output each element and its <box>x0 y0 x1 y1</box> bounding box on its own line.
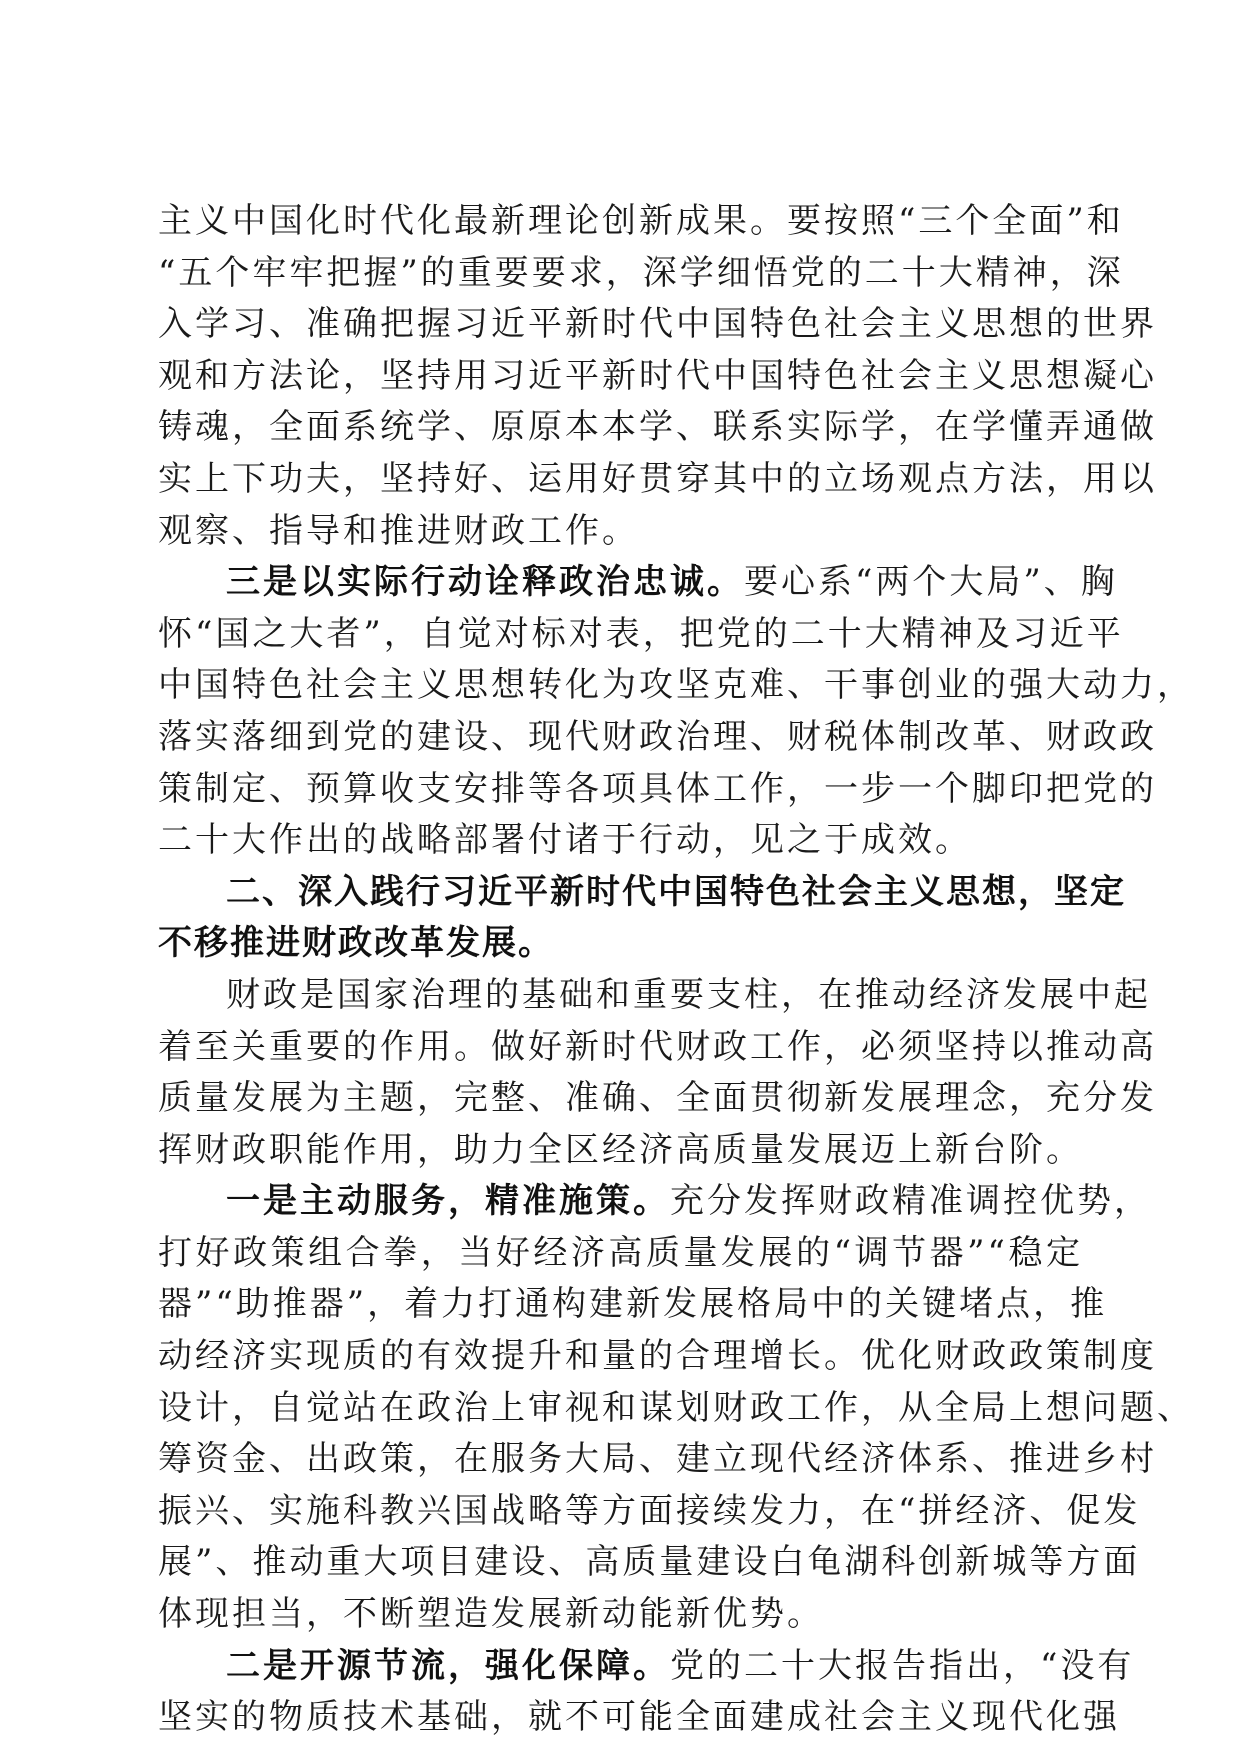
subheading-rest: 党的二十大报告指出，“没有 <box>670 1645 1135 1686</box>
subheading-rest: 充分发挥财政精准调控优势， <box>670 1181 1151 1222</box>
subheading-rest: 要心系“两个大局”、胸 <box>744 562 1118 603</box>
text-line: 挥财政职能作用，助力全区经济高质量发展迈上新台阶。 <box>158 1129 1083 1170</box>
subheading-bold: 二是开源节流，强化保障。 <box>226 1645 670 1686</box>
text-line: 落实落细到党的建设、现代财政治理、财税体制改革、财政政 <box>158 716 1157 757</box>
text-line: 铸魂，全面系统学、原原本本学、联系实际学，在学懂弄通做 <box>158 407 1157 448</box>
text-line: 二十大作出的战略部署付诸于行动，见之于成效。 <box>158 820 972 861</box>
text-line: 设计，自觉站在政治上审视和谋划财政工作，从全局上想问题、 <box>158 1387 1194 1428</box>
text-line: 质量发展为主题，完整、准确、全面贯彻新发展理念，充分发 <box>158 1078 1157 1119</box>
text-line: 坚实的物质技术基础，就不可能全面建成社会主义现代化强 <box>158 1697 1120 1738</box>
section-heading: 二、深入践行习近平新时代中国特色社会主义思想，坚定 <box>226 871 1126 912</box>
text-line: 体现担当，不断塑造发展新动能新优势。 <box>158 1594 824 1635</box>
document-page <box>158 196 1194 1744</box>
text-line: 入学习、准确把握习近平新时代中国特色社会主义思想的世界 <box>158 304 1157 345</box>
subheading-bold: 一是主动服务，精准施策。 <box>226 1181 670 1222</box>
text-line: 财政是国家治理的基础和重要支柱，在推动经济发展中起 <box>226 974 1151 1015</box>
text-line: 打好政策组合拳，当好经济高质量发展的“调节器”“稳定 <box>158 1232 1083 1273</box>
section-heading: 不移推进财政改革发展。 <box>158 923 554 964</box>
text-line: 中国特色社会主义思想转化为攻坚克难、干事创业的强大动力， <box>158 665 1194 706</box>
text-line: 筹资金、出政策，在服务大局、建立现代经济体系、推进乡村 <box>158 1439 1157 1480</box>
text-line: 动经济实现质的有效提升和量的合理增长。优化财政政策制度 <box>158 1336 1157 1377</box>
text-line: 展”、推动重大项目建设、高质量建设白龟湖科创新城等方面 <box>158 1542 1141 1583</box>
text-line: “五个牢牢把握”的重要要求，深学细悟党的二十大精神，深 <box>158 252 1124 293</box>
subheading-bold: 三是以实际行动诠释政治忠诚。 <box>226 562 744 603</box>
text-line: 器”“助推器”，着力打通构建新发展格局中的关键堵点，推 <box>158 1284 1108 1325</box>
text-line: 实上下功夫，坚持好、运用好贯穿其中的立场观点方法，用以 <box>158 458 1157 499</box>
text-line: 振兴、实施科教兴国战略等方面接续发力，在“拼经济、促发 <box>158 1490 1141 1531</box>
text-line: 观察、指导和推进财政工作。 <box>158 510 639 551</box>
subheading-line <box>158 557 1118 609</box>
text-line: 观和方法论，坚持用习近平新时代中国特色社会主义思想凝心 <box>158 355 1157 396</box>
text-line: 策制定、预算收支安排等各项具体工作，一步一个脚印把党的 <box>158 768 1157 809</box>
subheading-line <box>158 1176 1151 1228</box>
text-line: 怀“国之大者”，自觉对标对表，把党的二十大精神及习近平 <box>158 613 1124 654</box>
text-line: 主义中国化时代化最新理论创新成果。要按照“三个全面”和 <box>158 201 1124 241</box>
text-line: 着至关重要的作用。做好新时代财政工作，必须坚持以推动高 <box>158 1026 1157 1067</box>
subheading-line <box>158 1641 1135 1693</box>
